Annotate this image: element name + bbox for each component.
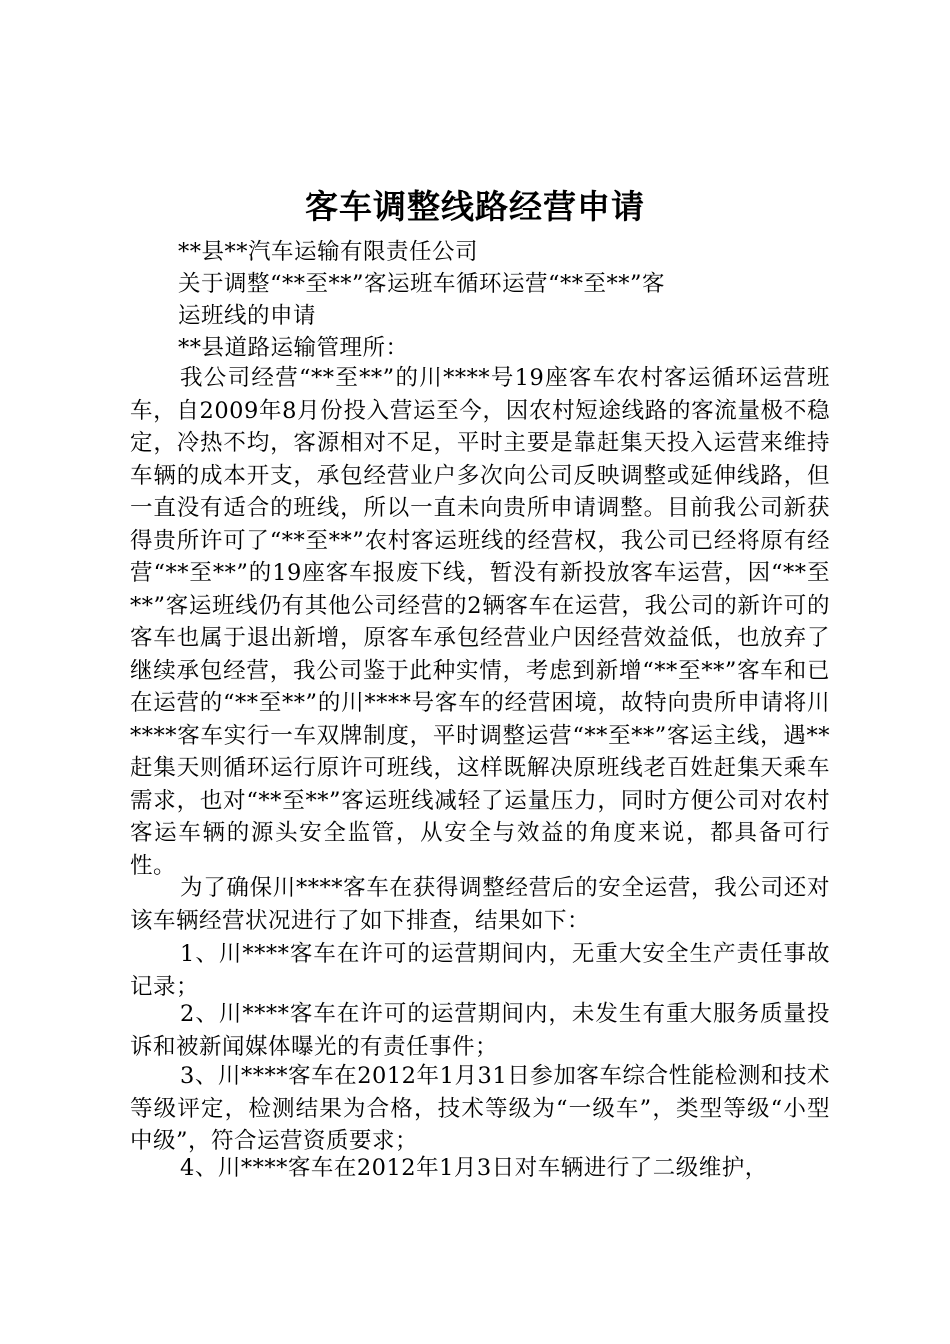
body-paragraph-inspection: 为了确保川****客车在获得调整经营后的安全运营，我公司还对该车辆经营状况进行了如下排查，结果如下： [130, 875, 830, 934]
list-item-4: 4、川****客车在2012年1月3日对车辆进行了二级维护， [180, 1155, 768, 1181]
list-item-1: 1、川****客车在许可的运营期间内，无重大安全生产责任事故记录； [130, 941, 830, 1000]
list-item-3: 3、川****客车在2012年1月31日参加客车综合性能检测和技术等级评定，检测结果为合格，技术等级为“一级车”，类型等级“小型中级”，符合运营资质要求； [130, 1063, 830, 1154]
list-item-2: 2、川****客车在许可的运营期间内，未发生有重大服务质量投诉和被新闻媒体曝光的有责任事件； [130, 1001, 830, 1060]
company-name: **县**汽车运输有限责任公司 [178, 239, 479, 265]
subject-line-1: 关于调整“**至**”客运班车循环运营“**至**”客 [178, 271, 666, 297]
subject-line-2: 运班线的申请 [178, 303, 317, 329]
body-paragraph-main: 我公司经营“**至**”的川****号19座客车农村客运循环运营班车，自2009年8月份投入营运至今，因农村短途线路的客流量极不稳定，冷热不均，客源相对不足，平时主要是靠赶集天投入运营来维持车辆的成本开支，承包经营业户多次向公司反映调整或延伸线路，但一直没有适合的班线，所以一直未向贵所申请调整。目前我公司新获得贵所许可了“**至**”农村客运班线的经营权，我公司已经将原有经营“**至**”的19座客车报废下线，暂没有新投放客车运营，因“**至**”客运班线仍有其他公司经营的2辆客车在运营，我公司的新许可的客车也属于退出新增，原客车承包经营业户因经营效益低，也放弃了继续承包经营，我公司鉴于此种实情，考虑到新增“**至**”客车和已在运营的“**至**”的川****号客车的经营困境，故特向贵所申请将川****客车实行一车双牌制度，平时调整运营“**至**”客运主线，遇**赶集天则循环运行原许可班线，这样既解决原班线老百姓赶集天乘车需求，也对“**至**”客运班线减轻了运量压力，同时方便公司对农村客运车辆的源头安全监管，从安全与效益的角度来说，都具备可行性。 [130, 365, 830, 879]
document-title: 客车调整线路经营申请 [305, 187, 645, 226]
recipient-line: **县道路运输管理所： [178, 335, 409, 361]
